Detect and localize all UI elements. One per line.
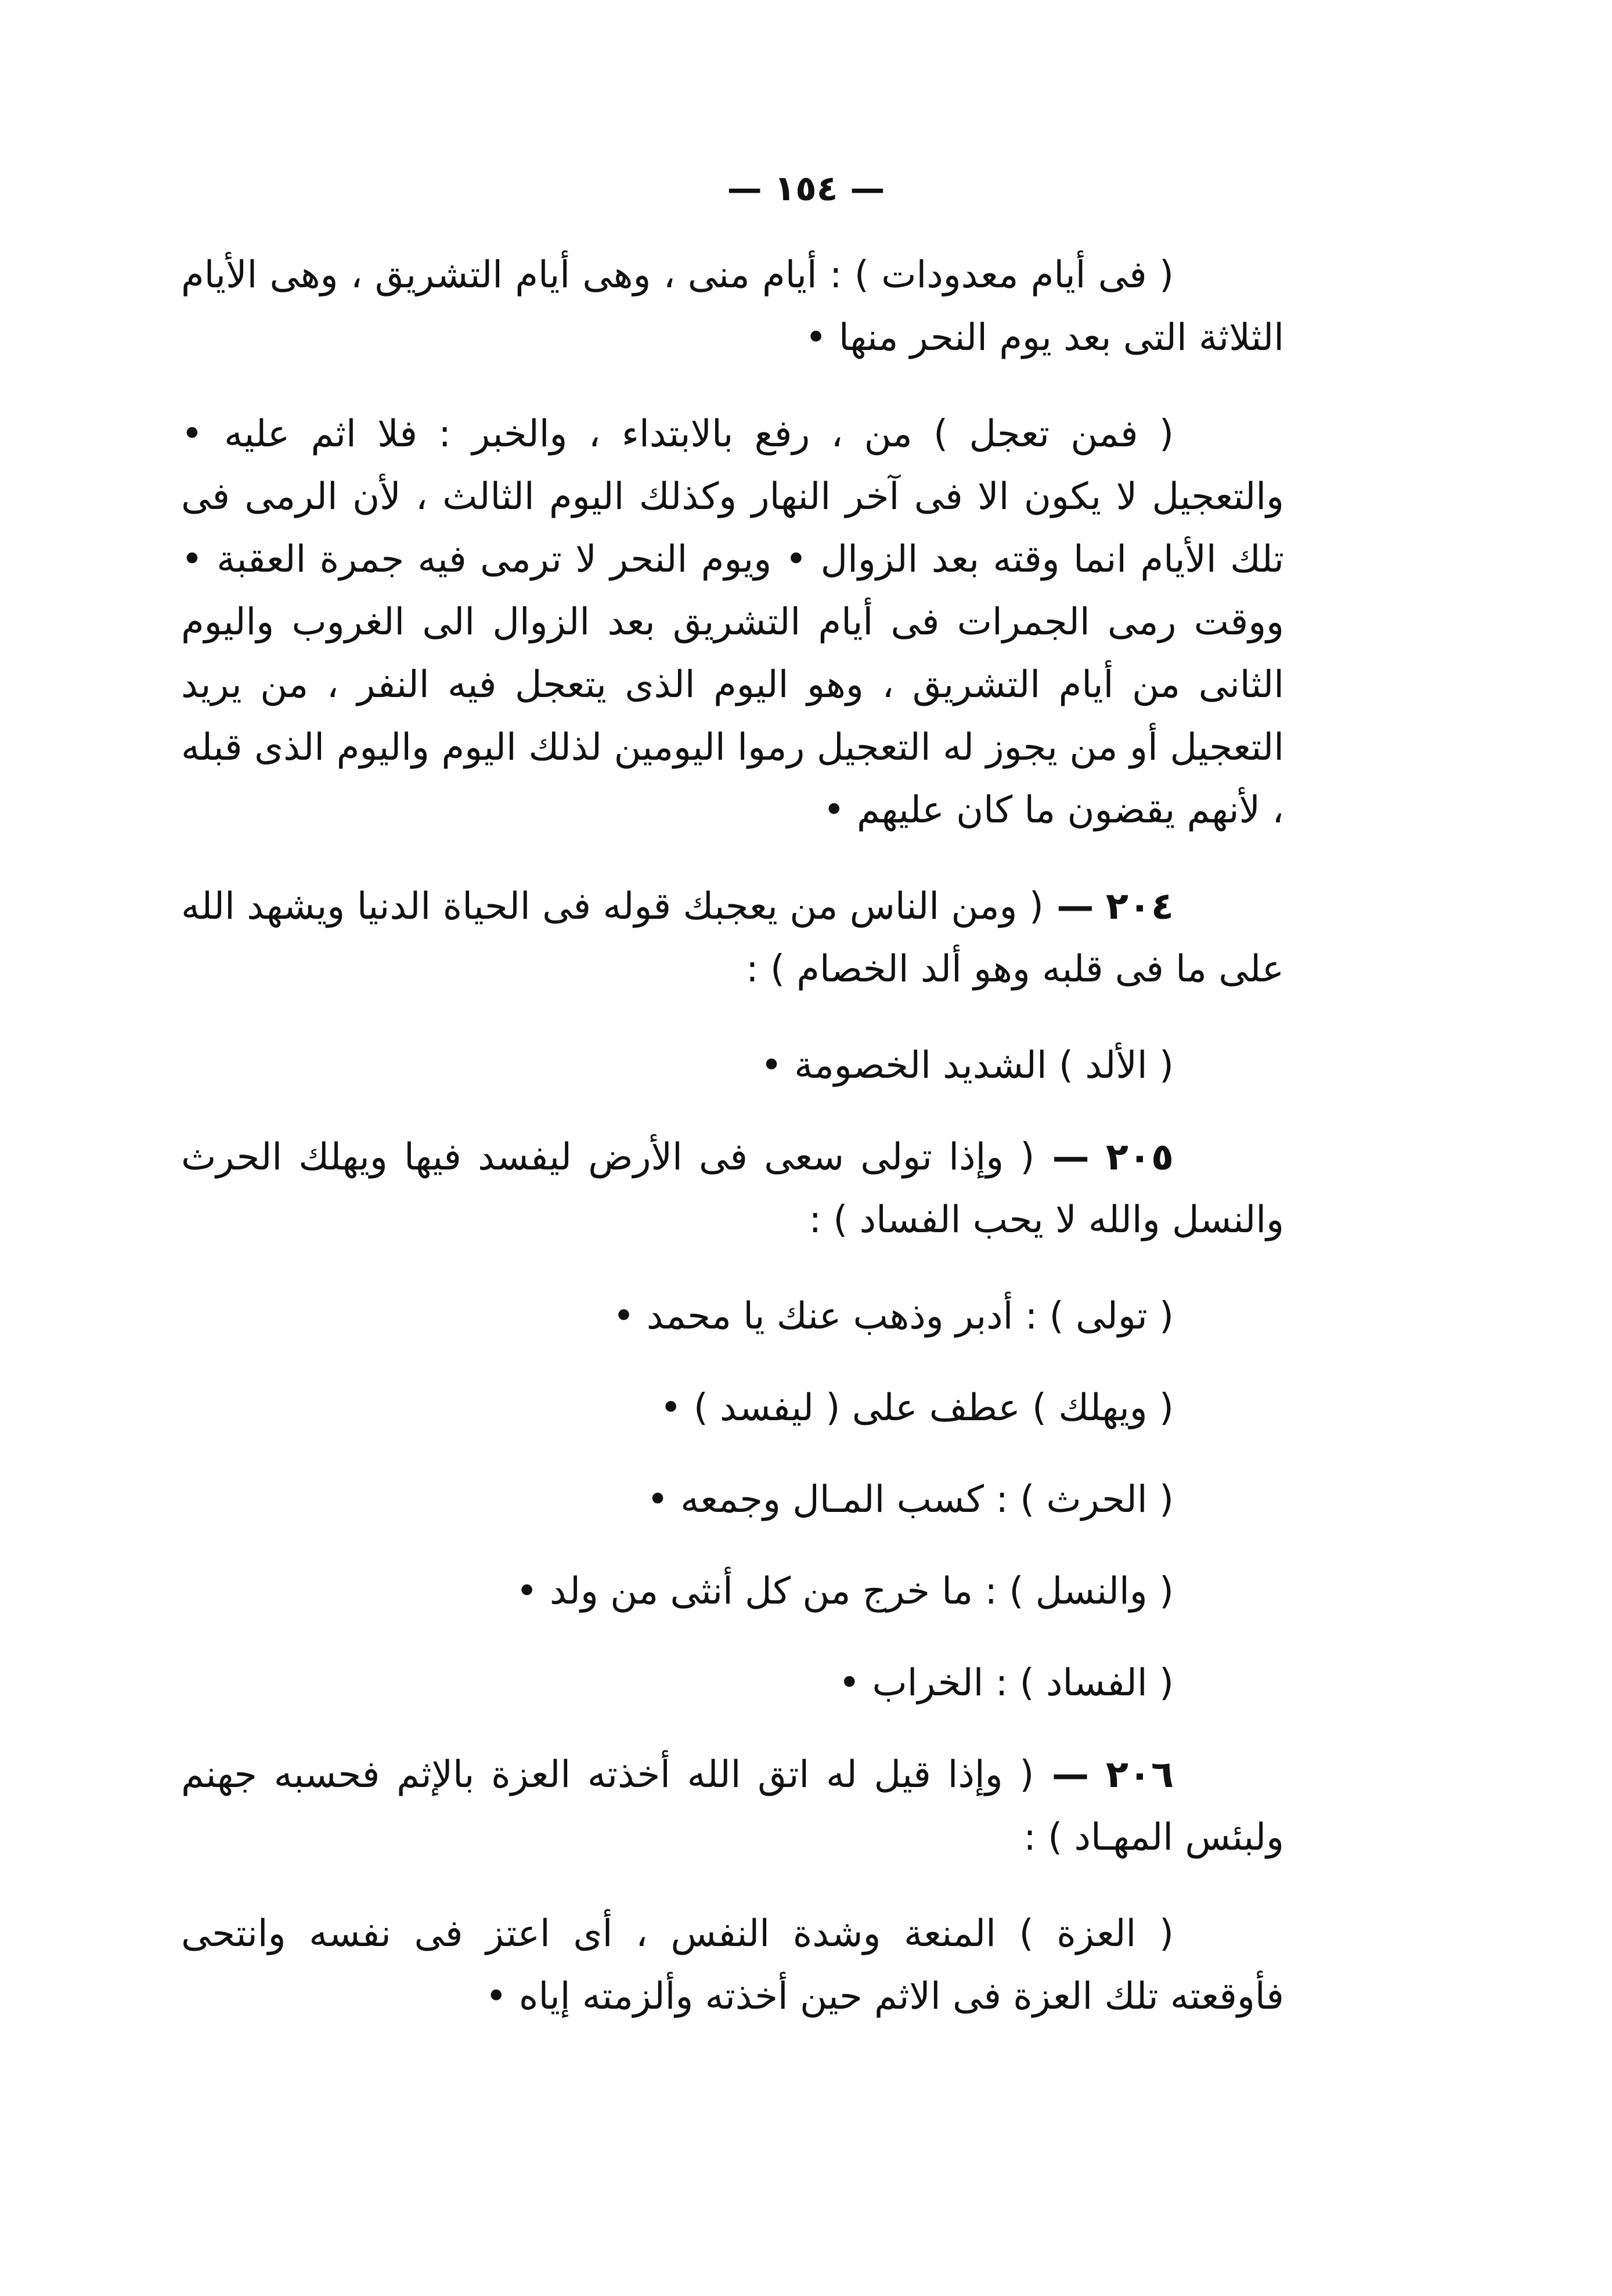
gloss-paragraph-alizza: ( العزة ) المنعة وشدة النفس ، أى اعتز فى نفسه وانتحى فأوقعته تلك العزة فى الاثم حين أخذته وألزمته إياه • bbox=[181, 1912, 1284, 2018]
verse-dash: — bbox=[1043, 885, 1094, 928]
gloss-yuhlik: ( ويهلك ) عطف على ( ليفسد ) • bbox=[659, 1387, 1174, 1429]
verse-dash: — bbox=[1034, 1136, 1090, 1179]
verse-paragraph-205 bbox=[181, 1126, 1284, 1251]
verse-text: ( وإذا تولى سعى فى الأرض ليفسد فيها ويهلك الحرث والنسل والله لا يحب الفساد ) : bbox=[181, 1136, 1284, 1241]
verse-number: ٢٠٥ bbox=[1105, 1136, 1174, 1179]
gloss-paragraph-ayyam-madudat: ( فى أيام معدودات ) : أيام منى ، وهى أيام التشريق ، وهى الأيام الثلاثة التى بعد يوم النحر منها • bbox=[181, 254, 1284, 359]
verse-text: ( وإذا قيل له اتق الله أخذته العزة بالإثم فحسبه جهنم ولبئس المهـاد ) : bbox=[181, 1753, 1284, 1859]
verse-paragraph-204 bbox=[181, 875, 1284, 1001]
verse-dash: — bbox=[1034, 1753, 1090, 1796]
gloss-alfasad: ( الفساد ) : الخراب • bbox=[838, 1662, 1174, 1705]
gloss-paragraph-taajjal: ( فمن تعجل ) من ، رفع بالابتداء ، والخبر : فلا اثم عليه • والتعجيل لا يكون الا فى آخر النهار وكذلك اليوم الثالث ، لأن الرمى فى تلك الأيام انما وقته بعد الزوال • ويوم النحر لا ترمى فيه جمرة العقبة • ووقت رمى الجمرات فى أيام التشريق بعد الزوال الى الغروب واليوم الثانى من أيام التشريق ، وهو اليوم الذى يتعجل فيه النفر ، من يريد التعجيل أو من يجوز له التعجيل رموا اليومين لذلك اليوم واليوم الذى قبله ، لأنهم يقضون ما كان عليهم • bbox=[181, 413, 1284, 832]
gloss-aladd: ( الألد ) الشديد الخصومة • bbox=[760, 1044, 1174, 1087]
page-body bbox=[181, 244, 1284, 2062]
gloss-alnasl: ( والنسل ) : ما خرج من كل أنثى من ولد • bbox=[515, 1570, 1174, 1613]
verse-number: ٢٠٤ bbox=[1105, 885, 1174, 928]
gloss-alharth: ( الحرث ) : كسب المـال وجمعه • bbox=[647, 1478, 1174, 1521]
verse-text: ( ومن الناس من يعجبك قوله فى الحياة الدنيا ويشهد الله على ما فى قلبه وهو ألد الخصام ) : bbox=[181, 885, 1284, 991]
gloss-tawalla: ( تولى ) : أدبر وذهب عنك يا محمد • bbox=[612, 1295, 1174, 1338]
verse-number: ٢٠٦ bbox=[1105, 1753, 1174, 1796]
page-number: — ١٥٤ — bbox=[727, 168, 885, 209]
verse-paragraph-206 bbox=[181, 1743, 1284, 1869]
